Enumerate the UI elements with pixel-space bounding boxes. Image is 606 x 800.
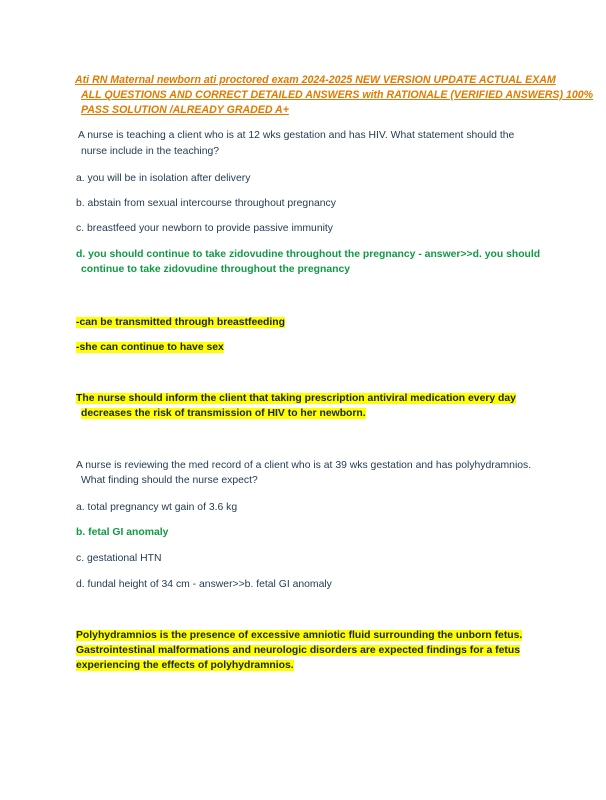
q2-stem-line-1: A nurse is reviewing the med record of a client who is at 39 wks gestation and has polyhydramnios.	[76, 460, 532, 471]
q1-answer-line-1: d. you should continue to take zidovudine throughout the pregnancy - answer>>d. you should	[76, 249, 541, 260]
q1-option-c: c. breastfeed your newborn to provide passive immunity	[76, 223, 334, 234]
q2-rationale-line-3: experiencing the effects of polyhydramnios.	[76, 660, 294, 671]
q1-option-b: b. abstain from sexual intercourse throughout pregnancy	[76, 198, 336, 209]
q2-option-b: b. fetal GI anomaly	[76, 527, 169, 538]
q1-answer-line-2: continue to take zidovudine throughout the pregnancy	[81, 264, 351, 275]
q1-rationale-line-2: decreases the risk of transmission of HIV to her newborn.	[81, 408, 366, 419]
q1-stem-line-2: nurse include in the teaching?	[81, 146, 220, 157]
q1-note-2: -she can continue to have sex	[76, 342, 224, 353]
q2-rationale-line-1: Polyhydramnios is the presence of excessive amniotic fluid surrounding the unborn fetus.	[76, 630, 523, 641]
q1-stem-line-1: A nurse is teaching a client who is at 12 wks gestation and has HIV. What statement should the	[78, 130, 515, 141]
q2-option-d: d. fundal height of 34 cm - answer>>b. fetal GI anomaly	[76, 579, 332, 590]
q1-rationale-line-1: The nurse should inform the client that taking prescription antiviral medication every day	[76, 393, 516, 404]
doc-title-line-2: ALL QUESTIONS AND CORRECT DETAILED ANSWERS with RATIONALE (VERIFIED ANSWERS) 100%	[81, 89, 594, 101]
doc-title-line-1: Ati RN Maternal newborn ati proctored exam 2024-2025 NEW VERSION UPDATE ACTUAL EXAM	[75, 74, 556, 86]
doc-title-line-3: PASS SOLUTION /ALREADY GRADED A+	[81, 104, 289, 116]
q2-option-a: a. total pregnancy wt gain of 3.6 kg	[76, 502, 238, 513]
q2-rationale-line-2: Gastrointestinal malformations and neurologic disorders are expected findings for a fetus	[76, 645, 521, 656]
q2-option-c: c. gestational HTN	[76, 553, 162, 564]
q2-stem-line-2: What finding should the nurse expect?	[81, 475, 258, 486]
q1-option-a: a. you will be in isolation after delivery	[76, 173, 251, 184]
q1-note-1: -can be transmitted through breastfeeding	[76, 317, 285, 328]
